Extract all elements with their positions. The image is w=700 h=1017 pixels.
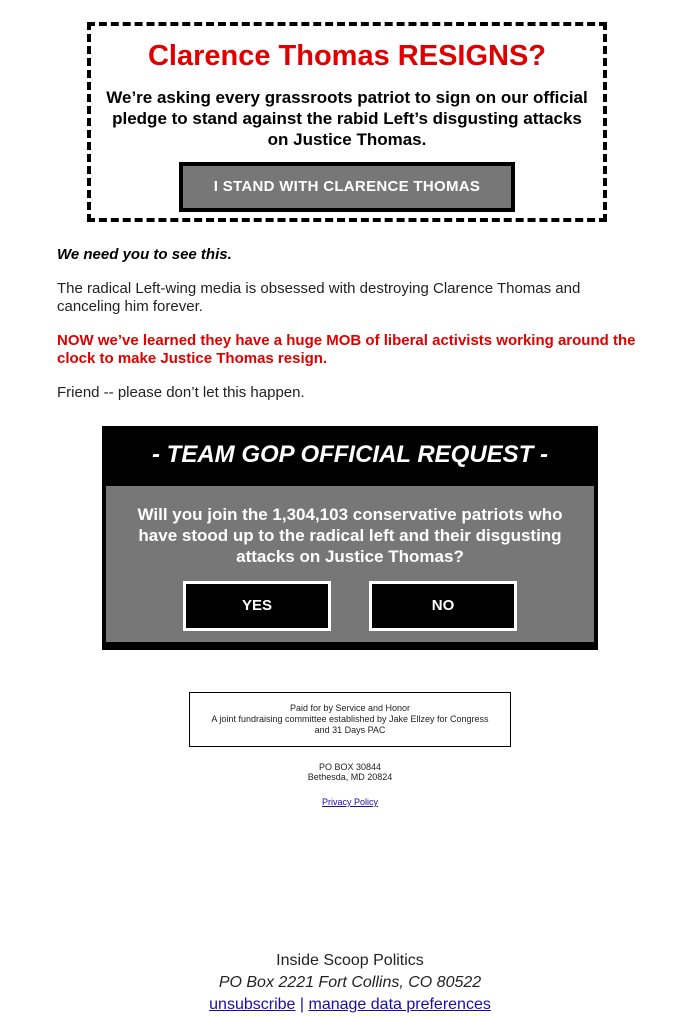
intro-appeal: Friend -- please don’t let this happen. bbox=[57, 384, 305, 401]
paid-for-disclaimer bbox=[189, 692, 511, 747]
address-line-2: Bethesda, MD 20824 bbox=[307, 772, 393, 782]
hero-subtitle: We’re asking every grassroots patriot to sign on our official pledge to stand against the rabid Left’s disgusting attacks on Justice Thomas. bbox=[106, 88, 588, 149]
privacy-row bbox=[0, 797, 700, 807]
footer-links bbox=[0, 994, 700, 1016]
address-line-1: PO BOX 30844 bbox=[318, 762, 382, 772]
intro-lead: We need you to see this. bbox=[57, 246, 232, 263]
choice-row bbox=[106, 581, 594, 631]
unsubscribe-link[interactable]: unsubscribe bbox=[209, 996, 296, 1013]
hero-title: Clarence Thomas RESIGNS? bbox=[147, 40, 547, 72]
request-question: Will you join the 1,304,103 conservative patriots who have stood up to the radical left and their disgusting attacks on Justice Thomas? bbox=[137, 505, 563, 566]
disclaimer-line-1: Paid for by Service and Honor bbox=[289, 703, 411, 713]
footer-separator: | bbox=[299, 996, 305, 1013]
footer bbox=[0, 950, 700, 1016]
no-button[interactable]: NO bbox=[369, 581, 517, 631]
official-request-box bbox=[102, 426, 598, 650]
manage-preferences-link[interactable]: manage data preferences bbox=[308, 996, 491, 1013]
intro-paragraph: The radical Left-wing media is obsessed with destroying Clarence Thomas and canceling him forever. bbox=[57, 280, 581, 315]
request-heading: - TEAM GOP OFFICIAL REQUEST - bbox=[152, 441, 548, 468]
yes-button[interactable]: YES bbox=[183, 581, 331, 631]
mailing-address bbox=[0, 762, 700, 782]
intro-copy bbox=[57, 246, 647, 418]
footer-org: Inside Scoop Politics bbox=[276, 952, 424, 969]
privacy-policy-link[interactable]: Privacy Policy bbox=[321, 797, 378, 807]
stand-with-thomas-button[interactable]: I STAND WITH CLARENCE THOMAS bbox=[179, 162, 515, 212]
disclaimer-line-2: A joint fundraising committee established by Jake Ellzey for Congress and 31 Days PAC bbox=[211, 714, 489, 735]
intro-alert: NOW we’ve learned they have a huge MOB of liberal activists working around the clock to make Justice Thomas resign. bbox=[57, 332, 636, 367]
pledge-banner bbox=[87, 22, 607, 222]
footer-address: PO Box 2221 Fort Collins, CO 80522 bbox=[218, 974, 482, 991]
request-body bbox=[106, 486, 594, 642]
